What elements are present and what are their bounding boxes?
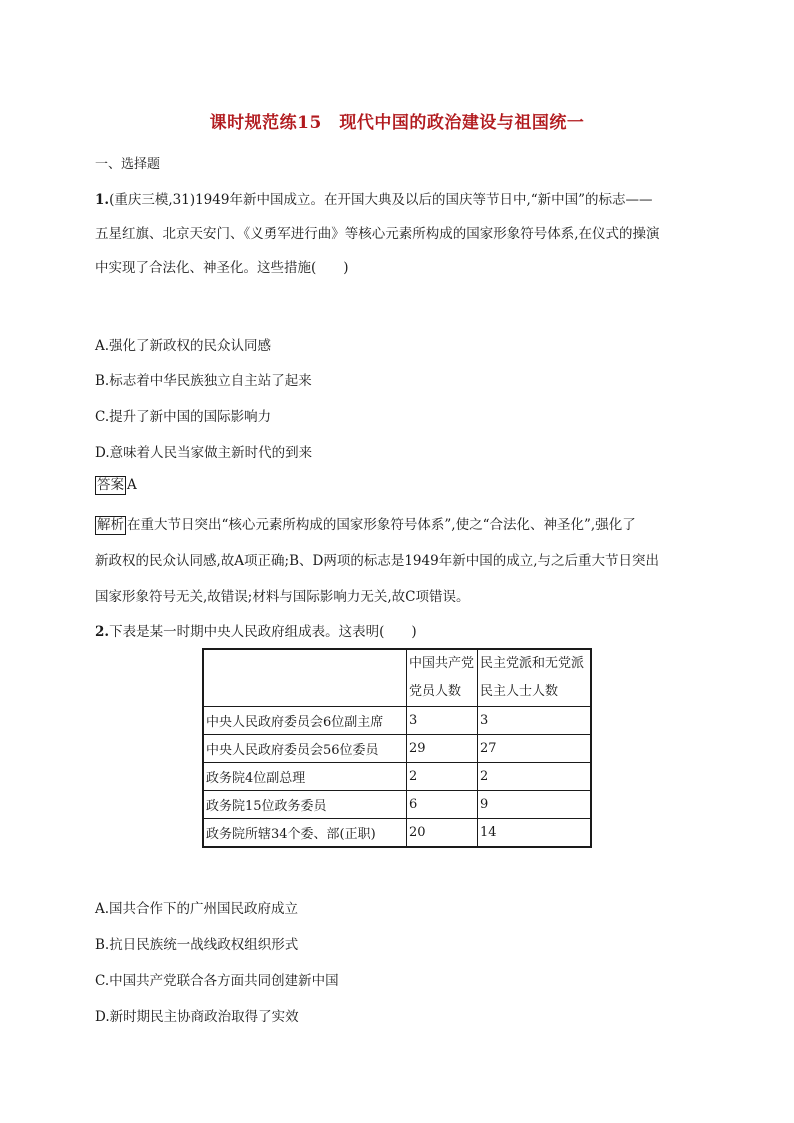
table-row [203, 819, 591, 848]
q2-number: 2. [95, 624, 110, 640]
q1-option-d: D.意味着人民当家做主新时代的到来 [95, 445, 313, 461]
table-cell: 3 [407, 707, 478, 735]
table-cell: 14 [478, 819, 592, 848]
q1-option-c: C.提升了新中国的国际影响力 [95, 409, 272, 425]
table-cell: 政务院所辖34个委、部(正职) [203, 819, 407, 848]
q1-analysis-line-2: 新政权的民众认同感,故A项正确;B、D两项的标志是1949年新中国的成立,与之后重大节日突出 [95, 553, 659, 569]
table-cell: 中央人民政府委员会6位副主席 [203, 707, 407, 735]
q1-line-1: 1.(重庆三模,31)1949年新中国成立。在开国大典及以后的国庆等节日中,“新中国”的标志—— [95, 192, 653, 208]
answer-value: A [127, 477, 137, 493]
table-cell: 政务院15位政务委员 [203, 791, 407, 819]
table-header-cell [203, 649, 407, 707]
q2-option-b: B.抗日民族统一战线政权组织形式 [95, 937, 299, 953]
table-row [203, 791, 591, 819]
q2-stem: 2.下表是某一时期中央人民政府组成表。这表明( ) [95, 624, 417, 640]
q2-option-d: D.新时期民主协商政治取得了实效 [95, 1009, 299, 1025]
q2-option-a: A.国共合作下的广州国民政府成立 [95, 901, 299, 917]
page-title: 课时规范练15 现代中国的政治建设与祖国统一 [209, 113, 585, 133]
table-cell: 中央人民政府委员会56位委员 [203, 735, 407, 763]
table-cell: 2 [407, 763, 478, 791]
table-cell: 政务院4位副总理 [203, 763, 407, 791]
table-header-cell: 中国共产党党员人数 [407, 649, 478, 707]
answer-tag: 答案 [97, 477, 124, 493]
q1-answer [95, 476, 137, 495]
q1-line-3: 中实现了合法化、神圣化。这些措施( ) [95, 260, 349, 276]
table-header-cell: 民主党派和无党派民主人士人数 [478, 649, 592, 707]
q2-option-c: C.中国共产党联合各方面共同创建新中国 [95, 973, 339, 989]
q1-line-2: 五星红旗、北京天安门、《义勇军进行曲》等核心元素所构成的国家形象符号体系,在仪式的操演 [95, 226, 660, 242]
table-row [203, 763, 591, 791]
q1-analysis-line-3: 国家形象符号无关,故错误;材料与国际影响力无关,故C项错误。 [95, 589, 470, 605]
government-composition-table [202, 648, 592, 848]
table-row [203, 735, 591, 763]
section-heading: 一、选择题 [95, 157, 161, 172]
q1-number: 1. [95, 192, 110, 208]
table-cell: 9 [478, 791, 592, 819]
q1-option-b: B.标志着中华民族独立自主站了起来 [95, 373, 312, 389]
table-cell: 20 [407, 819, 478, 848]
q1-analysis-line-1: 解析 在重大节日突出“核心元素所构成的国家形象符号体系”,使之“合法化、神圣化”,强化了 [97, 517, 636, 533]
table-cell: 27 [478, 735, 592, 763]
analysis-tag: 解析 [97, 517, 124, 533]
table-cell: 29 [407, 735, 478, 763]
table-header-row [203, 649, 591, 707]
table-cell: 2 [478, 763, 592, 791]
table-row [203, 707, 591, 735]
table-cell: 3 [478, 707, 592, 735]
table-cell: 6 [407, 791, 478, 819]
q1-option-a: A.强化了新政权的民众认同感 [95, 338, 272, 354]
